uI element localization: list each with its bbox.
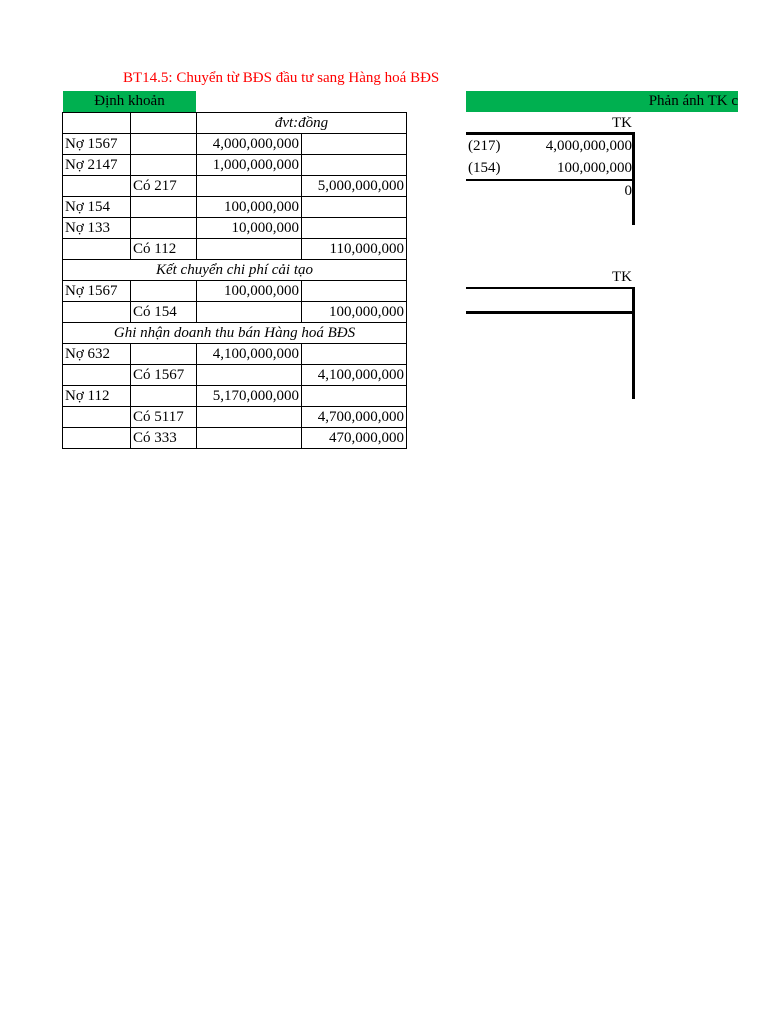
credit-amount-cell: [302, 197, 407, 218]
credit-amount-cell: 4,700,000,000: [302, 407, 407, 428]
debit-account-cell: [63, 302, 131, 323]
section-row: [63, 260, 407, 281]
t-account-2-vertical-line: [632, 287, 635, 399]
table-row: [63, 197, 407, 218]
credit-account-cell: [131, 344, 197, 365]
debit-amount-cell: [197, 428, 302, 449]
t-account-header: Phản ánh TK c: [466, 91, 738, 112]
debit-account-cell: [63, 176, 131, 197]
t-account-1-amount-2: 100,000,000: [557, 160, 632, 176]
debit-account-cell: [63, 365, 131, 386]
debit-account-cell: Nợ 1567: [63, 281, 131, 302]
credit-account-cell: Có 217: [131, 176, 197, 197]
debit-account-cell: Nợ 2147: [63, 155, 131, 176]
table-row: [63, 218, 407, 239]
t-account-1-ref-1: (217): [468, 138, 501, 154]
debit-amount-cell: 1,000,000,000: [197, 155, 302, 176]
credit-amount-cell: 5,000,000,000: [302, 176, 407, 197]
credit-account-cell: Có 333: [131, 428, 197, 449]
debit-account-cell: Nợ 154: [63, 197, 131, 218]
unit-row: [63, 113, 407, 134]
debit-account-cell: [63, 407, 131, 428]
credit-account-cell: [131, 386, 197, 407]
cell: [63, 113, 131, 134]
t-account-2-second-line: [466, 311, 635, 314]
debit-account-cell: Nợ 1567: [63, 134, 131, 155]
table-row: [63, 302, 407, 323]
debit-amount-cell: [197, 365, 302, 386]
debit-amount-cell: [197, 176, 302, 197]
credit-amount-cell: 110,000,000: [302, 239, 407, 260]
credit-account-cell: [131, 281, 197, 302]
t-account-1-total-line: [466, 179, 632, 181]
table-row: [63, 176, 407, 197]
credit-amount-cell: 470,000,000: [302, 428, 407, 449]
table-row: [63, 155, 407, 176]
debit-account-cell: Nợ 112: [63, 386, 131, 407]
section-title: Ghi nhận doanh thu bán Hàng hoá BĐS: [63, 323, 407, 344]
debit-amount-cell: [197, 302, 302, 323]
table-row: [63, 344, 407, 365]
debit-amount-cell: 4,100,000,000: [197, 344, 302, 365]
table-row: [63, 386, 407, 407]
debit-amount-cell: 100,000,000: [197, 281, 302, 302]
credit-amount-cell: 100,000,000: [302, 302, 407, 323]
credit-account-cell: [131, 155, 197, 176]
section-title: Kết chuyển chi phí cải tạo: [63, 260, 407, 281]
table-row: [63, 407, 407, 428]
debit-amount-cell: 100,000,000: [197, 197, 302, 218]
credit-account-cell: Có 1567: [131, 365, 197, 386]
debit-amount-cell: [197, 239, 302, 260]
t-account-1-ref-2: (154): [468, 160, 501, 176]
credit-amount-cell: 4,100,000,000: [302, 365, 407, 386]
table-row: [63, 134, 407, 155]
credit-account-cell: Có 5117: [131, 407, 197, 428]
journal-entry-table: [62, 112, 407, 449]
dinh-khoan-header: Định khoản: [63, 91, 196, 112]
credit-amount-cell: [302, 344, 407, 365]
credit-account-cell: [131, 197, 197, 218]
credit-account-cell: [131, 218, 197, 239]
t-account-2-label: TK: [612, 269, 632, 285]
table-row: [63, 365, 407, 386]
credit-amount-cell: [302, 155, 407, 176]
credit-account-cell: Có 112: [131, 239, 197, 260]
debit-account-cell: [63, 239, 131, 260]
section-row: [63, 323, 407, 344]
credit-amount-cell: [302, 281, 407, 302]
credit-amount-cell: [302, 218, 407, 239]
debit-account-cell: [63, 428, 131, 449]
debit-account-cell: Nợ 133: [63, 218, 131, 239]
debit-amount-cell: [197, 407, 302, 428]
sheet-title: BT14.5: Chuyển từ BĐS đầu tư sang Hàng hoá BĐS: [123, 70, 440, 86]
credit-amount-cell: [302, 134, 407, 155]
table-row: [63, 239, 407, 260]
cell: [131, 113, 197, 134]
t-account-1-label: TK: [612, 115, 632, 131]
credit-account-cell: [131, 134, 197, 155]
debit-amount-cell: 4,000,000,000: [197, 134, 302, 155]
credit-account-cell: Có 154: [131, 302, 197, 323]
t-account-2-top-line: [466, 287, 635, 289]
debit-account-cell: Nợ 632: [63, 344, 131, 365]
table-row: [63, 428, 407, 449]
t-account-1-amount-1: 4,000,000,000: [545, 138, 632, 154]
table-row: [63, 281, 407, 302]
debit-amount-cell: 10,000,000: [197, 218, 302, 239]
unit-label: đvt:đồng: [197, 113, 407, 134]
t-account-1-top-line: [466, 132, 635, 135]
t-account-1-vertical-line: [632, 132, 635, 225]
credit-amount-cell: [302, 386, 407, 407]
t-account-1-total: 0: [624, 183, 632, 199]
debit-amount-cell: 5,170,000,000: [197, 386, 302, 407]
